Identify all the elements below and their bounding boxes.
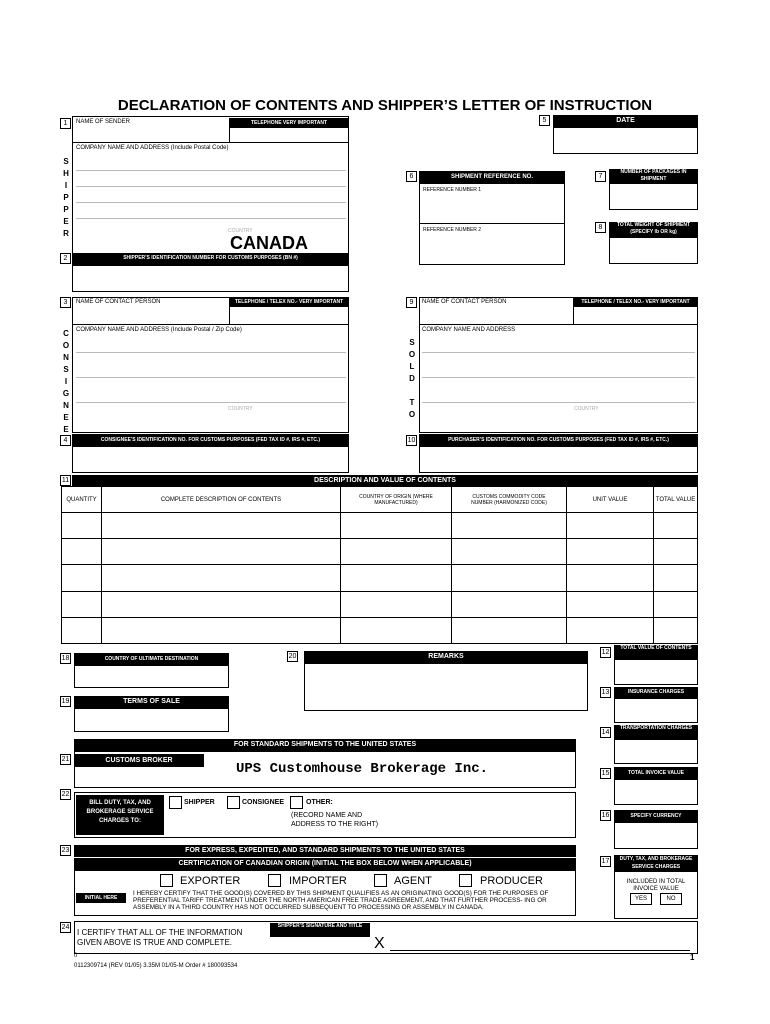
cell-origin[interactable] (341, 565, 452, 591)
importer-checkbox[interactable] (268, 874, 281, 887)
divider (72, 142, 349, 143)
signature-label: SHIPPER’S SIGNATURE AND TITLE (270, 923, 370, 937)
side-letter: E (63, 217, 69, 226)
cell-origin[interactable] (341, 617, 452, 643)
name-of-sender-label: NAME OF SENDER (76, 119, 131, 125)
field-number-11: 11 (61, 477, 70, 484)
table-row[interactable] (62, 539, 698, 565)
side-letter: O (408, 410, 416, 419)
consignee-box[interactable] (72, 297, 349, 433)
side-letter: S (63, 365, 69, 374)
address-line (422, 402, 695, 403)
form-code: 0112309714 (REV 01/05) 3.35M 01/05-M Order # 180093534 (74, 963, 238, 969)
field-number-24: 24 (61, 924, 70, 931)
contents-header-row (62, 487, 698, 513)
insurance-label: INSURANCE CHARGES (614, 687, 698, 698)
table-row[interactable] (62, 565, 698, 591)
address-line (422, 352, 695, 353)
agent-label: AGENT (394, 875, 432, 887)
certify-text: I HEREBY CERTIFY THAT THE GOOD(S) COVERED BY THIS SHIPMENT QUALIFIES AS AN ORIGINATING GOOD(S) FOR THE PURPOSES OF PREFERENTIAL TARIFF TREATMENT UNDER THE NORTH AMERICAN FREE TRADE AGREEMENT, AND THAT FURTHER PROCESS- ING OR ASSEMBLY IN A THIRD COUNTRY HAS NOT OCCURRED SUBSEQUENT TO PROCESSING OR ASSEMBLY IN CANADA. (133, 890, 549, 911)
producer-checkbox[interactable] (459, 874, 472, 887)
divider (419, 324, 698, 325)
producer-label: PRODUCER (480, 875, 543, 887)
importer-label: IMPORTER (289, 875, 347, 887)
field-number-20: 20 (288, 653, 297, 660)
total-invoice-input[interactable] (614, 779, 698, 805)
cell-description[interactable] (102, 591, 341, 617)
shipper-company-label: COMPANY NAME AND ADDRESS (Include Postal Code) (76, 145, 229, 151)
cell-total-value[interactable] (654, 591, 698, 617)
field-number-4: 4 (60, 435, 71, 446)
sold-to-box[interactable] (419, 297, 698, 433)
divider (419, 223, 565, 224)
signature-x-mark: X (374, 935, 385, 952)
cell-unit-value[interactable] (567, 513, 654, 539)
cell-description[interactable] (102, 539, 341, 565)
shipper-checkbox[interactable] (169, 796, 182, 809)
country-value: CANADA (230, 233, 308, 253)
cell-unit-value[interactable] (567, 539, 654, 565)
address-line (76, 218, 346, 219)
table-row[interactable] (62, 513, 698, 539)
sold-to-contact-label: NAME OF CONTACT PERSON (422, 299, 507, 305)
side-letter: E (63, 425, 69, 434)
agent-checkbox[interactable] (374, 874, 387, 887)
side-letter: P (63, 193, 69, 202)
side-letter-gap (406, 385, 418, 397)
cell-total-value[interactable] (654, 513, 698, 539)
address-line (76, 186, 346, 187)
exporter-label: EXPORTER (180, 875, 241, 887)
consignee-option-label: CONSIGNEE (242, 799, 285, 806)
bill-label: BILL DUTY, TAX, AND BROKERAGE SERVICE CHARGES TO: (76, 795, 164, 835)
field-number-10: 10 (407, 437, 416, 444)
divider (72, 324, 349, 325)
country-label: COUNTRY (228, 406, 253, 412)
column-header: COMPLETE DESCRIPTION OF CONTENTS (102, 487, 341, 513)
certify-statement: I CERTIFY THAT ALL OF THE INFORMATION GIVEN ABOVE IS TRUE AND COMPLETE. (77, 928, 243, 947)
column-header: COUNTRY OF ORIGIN (WHERE MANUFACTURED) (341, 487, 452, 513)
side-letter: H (63, 169, 69, 178)
terms-input[interactable] (74, 708, 229, 732)
weight-input[interactable] (609, 237, 698, 264)
included-label: INCLUDED IN TOTAL INVOICE VALUE (626, 879, 686, 892)
other-note: (RECORD NAME AND ADDRESS TO THE RIGHT) (291, 812, 379, 828)
side-letter: N (63, 353, 69, 362)
cell-code[interactable] (452, 591, 567, 617)
cell-unit-value[interactable] (567, 591, 654, 617)
sold-to-company-label: COMPANY NAME AND ADDRESS (422, 327, 516, 333)
field-number-1: 1 (60, 118, 71, 129)
total-invoice-label: TOTAL INVOICE VALUE (614, 767, 698, 779)
cell-unit-value[interactable] (567, 565, 654, 591)
page-number: 1 (690, 953, 695, 962)
table-row[interactable] (62, 617, 698, 643)
currency-input[interactable] (614, 822, 698, 849)
side-letter: S (63, 157, 69, 166)
broker-value: UPS Customhouse Brokerage Inc. (236, 761, 489, 777)
address-line (76, 352, 346, 353)
divider (72, 150, 73, 250)
address-line (76, 202, 346, 203)
cell-origin[interactable] (341, 539, 452, 565)
weight-label: TOTAL WEIGHT OF SHIPMENT (SPECIFY lb OR kg) (609, 222, 698, 237)
address-line (422, 377, 695, 378)
purchaser-id-input[interactable] (419, 446, 698, 473)
cell-quantity[interactable] (62, 565, 102, 591)
cell-unit-value[interactable] (567, 617, 654, 643)
insurance-input[interactable] (614, 698, 698, 723)
field-number-7: 7 (595, 171, 606, 182)
cell-description[interactable] (102, 565, 341, 591)
exporter-checkbox[interactable] (160, 874, 173, 887)
shipper-id-input[interactable] (72, 264, 349, 292)
broker-label: CUSTOMS BROKER (74, 754, 204, 767)
side-letter: E (63, 413, 69, 422)
field-number-23: 23 (61, 847, 70, 854)
terms-label: TERMS OF SALE (74, 696, 229, 708)
field-number-12: 12 (601, 649, 610, 656)
initial-here-label: INITIAL HERE (76, 893, 126, 903)
field-number-17: 17 (601, 858, 610, 865)
date-input[interactable] (553, 127, 698, 154)
cell-origin[interactable] (341, 591, 452, 617)
field-number-13: 13 (601, 689, 610, 696)
cell-quantity[interactable] (62, 539, 102, 565)
yes-box[interactable]: YES (630, 893, 652, 905)
date-label: DATE (553, 115, 698, 127)
reference-box[interactable] (419, 183, 565, 265)
contents-heading: DESCRIPTION AND VALUE OF CONTENTS (72, 475, 698, 486)
standard-heading: FOR STANDARD SHIPMENTS TO THE UNITED STATES (74, 739, 576, 751)
cell-total-value[interactable] (654, 617, 698, 643)
contents-table (61, 486, 698, 644)
no-box[interactable]: NO (660, 893, 682, 905)
shipper-id-label: SHIPPER’S IDENTIFICATION NUMBER FOR CUSTOMS PURPOSES (BN #) (72, 253, 349, 264)
country-label: COUNTRY (228, 228, 253, 234)
transportation-input[interactable] (614, 739, 698, 764)
duty-label: DUTY, TAX, AND BROKERAGE SERVICE CHARGES (614, 855, 698, 871)
side-letter: N (63, 401, 69, 410)
consignee-contact-label: NAME OF CONTACT PERSON (76, 299, 161, 305)
column-header: QUANTITY (62, 487, 102, 513)
side-letter: P (63, 205, 69, 214)
consignee-company-label: COMPANY NAME AND ADDRESS (Include Postal / Zip Code) (76, 327, 242, 333)
field-number-8: 8 (595, 222, 606, 233)
cell-description[interactable] (102, 617, 341, 643)
field-number-18: 18 (61, 655, 70, 662)
field-number-3: 3 (60, 297, 71, 308)
cell-total-value[interactable] (654, 539, 698, 565)
table-row[interactable] (62, 591, 698, 617)
side-letter: T (409, 398, 415, 407)
field-number-9: 9 (406, 297, 417, 308)
reference-1-label: REFERENCE NUMBER 1 (423, 187, 482, 193)
column-header: UNIT VALUE (567, 487, 654, 513)
column-header: CUSTOMS COMMODITY CODE NUMBER (HARMONIZED CODE) (452, 487, 567, 513)
signature-line[interactable] (390, 950, 690, 951)
side-letter: O (62, 341, 70, 350)
side-letter: L (409, 362, 415, 371)
other-checkbox[interactable] (290, 796, 303, 809)
shipper-side-label (60, 156, 72, 240)
shipper-option-label: SHIPPER (184, 799, 215, 806)
field-number-14: 14 (601, 729, 610, 736)
divider (573, 307, 574, 324)
other-option-label: OTHER: (306, 799, 333, 806)
sold-to-side-label (406, 337, 418, 421)
cell-origin[interactable] (341, 513, 452, 539)
field-number-22: 22 (61, 791, 70, 798)
total-value-input[interactable] (614, 659, 698, 685)
side-letter: C (63, 329, 69, 338)
side-letter: G (62, 389, 70, 398)
packages-input[interactable] (609, 183, 698, 210)
consignee-id-label: CONSIGNEE’S IDENTIFICATION NO. FOR CUSTOMS PURPOSES (FED TAX ID #, IRS #, ETC.) (72, 434, 349, 446)
consignee-id-input[interactable] (72, 446, 349, 473)
total-value-label: TOTAL VALUE OF CONTENTS (614, 645, 698, 659)
field-number-21: 21 (61, 756, 70, 763)
country-label: COUNTRY (574, 406, 599, 412)
side-letter: D (409, 374, 415, 383)
destination-input[interactable] (74, 665, 229, 688)
currency-label: SPECIFY CURRENCY (614, 810, 698, 822)
divider (229, 128, 230, 142)
side-letter: O (408, 350, 416, 359)
remarks-label: REMARKS (304, 651, 588, 663)
reference-label: SHIPMENT REFERENCE NO. (419, 171, 565, 183)
consignee-checkbox[interactable] (227, 796, 240, 809)
side-letter: S (409, 338, 415, 347)
consignee-telephone-label: TELEPHONE / TELEX NO.- VERY IMPORTANT (229, 297, 349, 307)
sold-to-telephone-label: TELEPHONE / TELEX NO.- VERY IMPORTANT (573, 297, 698, 307)
cell-quantity[interactable] (62, 513, 102, 539)
reference-2-label: REFERENCE NUMBER 2 (423, 227, 482, 233)
express-heading: FOR EXPRESS, EXPEDITED, AND STANDARD SHIPMENTS TO THE UNITED STATES (74, 845, 576, 857)
destination-label: COUNTRY OF ULTIMATE DESTINATION (74, 653, 229, 665)
telephone-label: TELEPHONE VERY IMPORTANT (229, 118, 349, 128)
certification-heading: CERTIFICATION OF CANADIAN ORIGIN (INITIAL THE BOX BELOW WHEN APPLICABLE) (74, 858, 576, 870)
footer-zero: 0 (74, 953, 78, 959)
address-line (76, 170, 346, 171)
cell-total-value[interactable] (654, 565, 698, 591)
remarks-input[interactable] (304, 663, 588, 711)
side-letter: R (63, 229, 69, 238)
address-line (76, 377, 346, 378)
packages-label: NUMBER OF PACKAGES IN SHIPMENT (609, 169, 698, 183)
field-number-16: 16 (601, 812, 610, 819)
cell-code[interactable] (452, 617, 567, 643)
field-number-19: 19 (61, 698, 70, 705)
cell-description[interactable] (102, 513, 341, 539)
transportation-label: TRANSPORTATION CHARGES (614, 725, 698, 739)
cell-code[interactable] (452, 539, 567, 565)
field-number-6: 6 (406, 171, 417, 182)
divider (229, 307, 230, 324)
side-letter: I (64, 377, 68, 386)
purchaser-id-label: PURCHASER’S IDENTIFICATION NO. FOR CUSTOMS PURPOSES (FED TAX ID #, IRS #, ETC.) (419, 434, 698, 446)
field-number-15: 15 (601, 770, 610, 777)
cell-code[interactable] (452, 565, 567, 591)
address-line (76, 402, 346, 403)
side-letter: I (64, 181, 68, 190)
field-number-2: 2 (60, 253, 71, 264)
cell-quantity[interactable] (62, 617, 102, 643)
cell-code[interactable] (452, 513, 567, 539)
cell-quantity[interactable] (62, 591, 102, 617)
field-number-5: 5 (539, 115, 550, 126)
consignee-side-label (60, 328, 72, 436)
page-title: DECLARATION OF CONTENTS AND SHIPPER’S LETTER OF INSTRUCTION (117, 97, 653, 114)
column-header: TOTAL VALUE (654, 487, 698, 513)
